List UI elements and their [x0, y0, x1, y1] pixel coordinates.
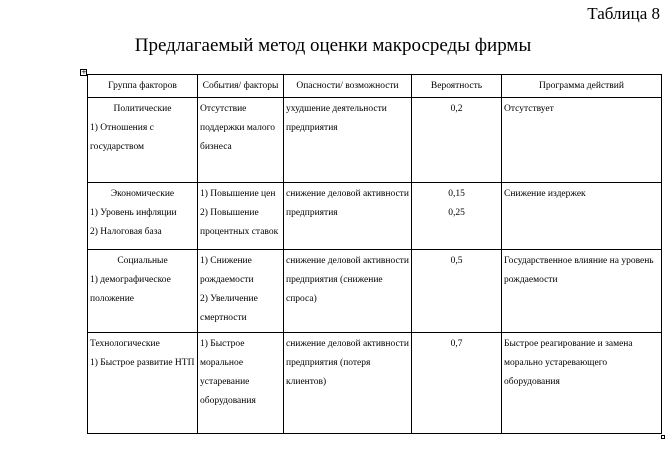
probability-value: 0,5	[450, 256, 463, 266]
event-item: 1) Повышение цен	[200, 189, 276, 199]
threats-cell	[284, 98, 412, 183]
group-item: 2) Налоговая база	[90, 227, 162, 237]
threat-text: ухудшение деятельности предприятия	[286, 104, 387, 133]
program-text: Отсутствует	[504, 104, 554, 114]
table-row	[88, 333, 662, 434]
table-move-handle-icon[interactable]: +	[81, 68, 87, 76]
program-text: Снижение издержек	[504, 189, 586, 199]
program-cell	[502, 333, 662, 434]
header-events: События/ факторы	[198, 75, 284, 98]
group-cell	[88, 250, 198, 333]
table-row	[88, 250, 662, 333]
header-group: Группа факторов	[88, 75, 198, 98]
threat-text: снижение деловой активности предприятия (снижение спроса)	[286, 256, 409, 304]
table-row	[88, 183, 662, 250]
group-item: 1) Уровень инфляции	[90, 208, 177, 218]
events-cell	[198, 183, 284, 250]
program-cell	[502, 183, 662, 250]
event-item: 2) Повышение процентных ставок	[200, 208, 279, 237]
probability-value: 0,25	[448, 208, 465, 218]
threat-text: снижение деловой активности предприятия (потеря клиентов)	[286, 339, 409, 387]
event-item: Отсутствие поддержки малого бизнеса	[200, 104, 275, 152]
group-name: Технологические	[90, 339, 160, 349]
threats-cell	[284, 333, 412, 434]
probability-cell	[412, 250, 502, 333]
program-text: Быстрое реагирование и замена морально устаревающего оборудования	[504, 339, 633, 387]
events-cell	[198, 333, 284, 434]
group-cell	[88, 98, 198, 183]
group-item: 1) демографическое положение	[90, 275, 171, 304]
group-cell	[88, 333, 198, 434]
header-probability: Вероятность	[412, 75, 502, 98]
table-resize-handle[interactable]	[661, 435, 665, 439]
group-name: Экономические	[110, 189, 175, 199]
group-name: Политические	[113, 104, 172, 114]
threats-cell	[284, 250, 412, 333]
probability-cell	[412, 98, 502, 183]
table-number: Таблица 8	[587, 4, 660, 23]
events-cell	[198, 98, 284, 183]
header-program: Программа действий	[502, 75, 662, 98]
program-text: Государственное влияние на уровень рождаемости	[504, 256, 654, 285]
probability-value: 0,2	[450, 104, 463, 114]
probability-cell	[412, 333, 502, 434]
table-row	[88, 98, 662, 183]
event-item: 1) Быстрое моральное устаревание оборудования	[200, 339, 256, 406]
probability-cell	[412, 183, 502, 250]
group-item: 1) Отношения с государством	[90, 123, 154, 152]
probability-value: 0,15	[448, 189, 465, 199]
group-cell	[88, 183, 198, 250]
event-item: 1) Снижение рождаемости	[200, 256, 254, 285]
threat-text: снижение деловой активности предприятия	[286, 189, 409, 218]
threats-cell	[284, 183, 412, 250]
program-cell	[502, 250, 662, 333]
document-title: Предлагаемый метод оценки макросреды фирмы	[134, 35, 532, 56]
group-item: 1) Быстрое развитие НТП	[90, 358, 195, 368]
table-header-row	[88, 75, 662, 98]
events-cell	[198, 250, 284, 333]
group-name: Социальные	[117, 256, 168, 266]
probability-value: 0,7	[450, 339, 463, 349]
macro-environment-table	[87, 74, 662, 434]
event-item: 2) Увеличение смертности	[200, 294, 258, 323]
header-threats: Опасности/ возможности	[284, 75, 412, 98]
program-cell	[502, 98, 662, 183]
